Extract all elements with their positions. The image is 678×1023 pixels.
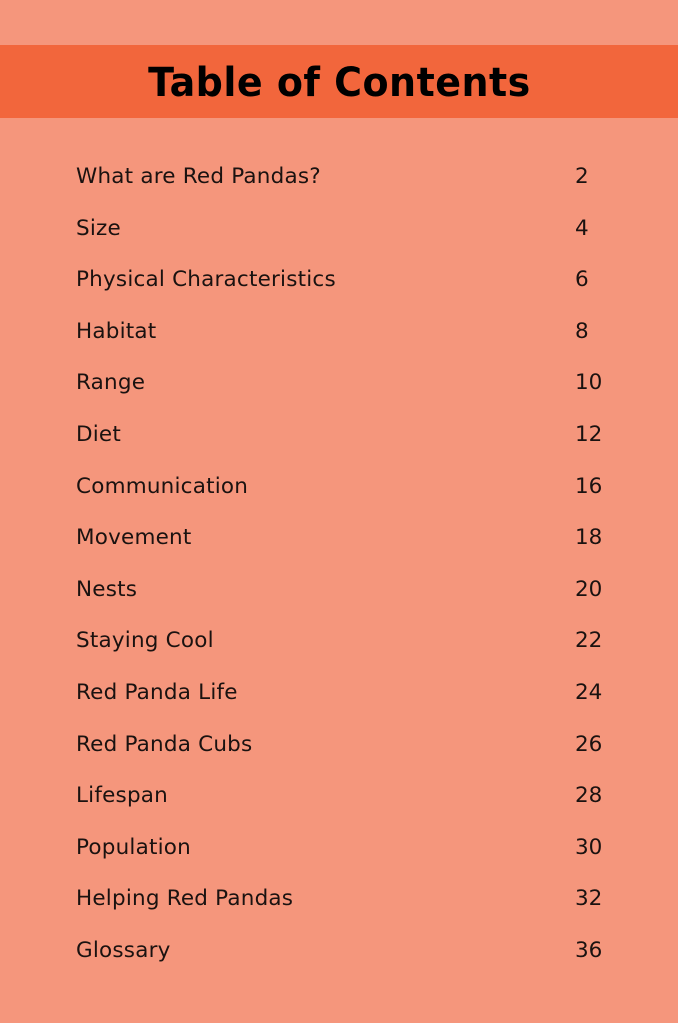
toc-entry-label: Habitat	[76, 318, 157, 344]
toc-entry-page: 22	[575, 628, 603, 654]
title-band	[0, 45, 678, 118]
toc-entry-label: Population	[76, 834, 191, 860]
toc-entry[interactable]	[0, 209, 678, 249]
toc-entry-label: Physical Characteristics	[76, 267, 336, 293]
toc-entry-label: What are Red Pandas?	[76, 164, 321, 189]
toc-entry-page: 8	[575, 318, 589, 344]
toc-entry[interactable]	[0, 363, 678, 403]
toc-entry-page: 24	[575, 680, 603, 705]
toc-entry[interactable]	[0, 312, 678, 352]
toc-entry[interactable]	[0, 776, 678, 816]
toc-entry-page: 18	[575, 525, 603, 551]
toc-entry-label: Diet	[76, 422, 121, 447]
toc-entry-page: 16	[575, 473, 603, 499]
toc-entry-label: Helping Red Pandas	[76, 886, 294, 912]
toc-entry[interactable]	[0, 570, 678, 610]
toc-entry-label: Glossary	[76, 938, 171, 963]
toc-entry-label: Range	[76, 370, 146, 396]
toc-entry[interactable]	[0, 621, 678, 661]
toc-entry[interactable]	[0, 879, 678, 919]
toc-entry-page: 26	[575, 731, 603, 757]
toc-entry-page: 36	[575, 938, 603, 963]
toc-entry-label: Nests	[76, 576, 138, 602]
toc-entry-page: 30	[575, 834, 603, 860]
toc-entry[interactable]	[0, 467, 678, 507]
toc-entry-page: 12	[575, 422, 603, 447]
toc-entry-page: 32	[575, 886, 603, 912]
toc-entry[interactable]	[0, 828, 678, 868]
page-title: Table of Contents	[147, 59, 531, 106]
toc-entry-label: Movement	[76, 525, 192, 551]
toc-entry[interactable]	[0, 518, 678, 558]
toc-entry[interactable]	[0, 673, 678, 713]
toc-entry[interactable]	[0, 931, 678, 971]
toc-entry-label: Red Panda Life	[76, 680, 238, 705]
toc-entry-page: 10	[575, 370, 603, 396]
toc-entry-page: 28	[575, 783, 603, 809]
toc-entry-page: 2	[575, 164, 589, 189]
toc-entry-page: 6	[575, 267, 589, 293]
toc-entry-label: Lifespan	[76, 783, 168, 809]
toc-entry-label: Staying Cool	[76, 628, 214, 654]
toc-entry-page: 4	[575, 215, 589, 241]
toc-entry[interactable]	[0, 260, 678, 300]
toc-entry-label: Size	[76, 215, 121, 241]
toc-entry-label: Red Panda Cubs	[76, 731, 253, 757]
toc-entry-page: 20	[575, 576, 603, 602]
toc-entry[interactable]	[0, 157, 678, 197]
toc-entry[interactable]	[0, 725, 678, 765]
toc-entry[interactable]	[0, 415, 678, 455]
toc-entry-label: Communication	[76, 473, 249, 499]
